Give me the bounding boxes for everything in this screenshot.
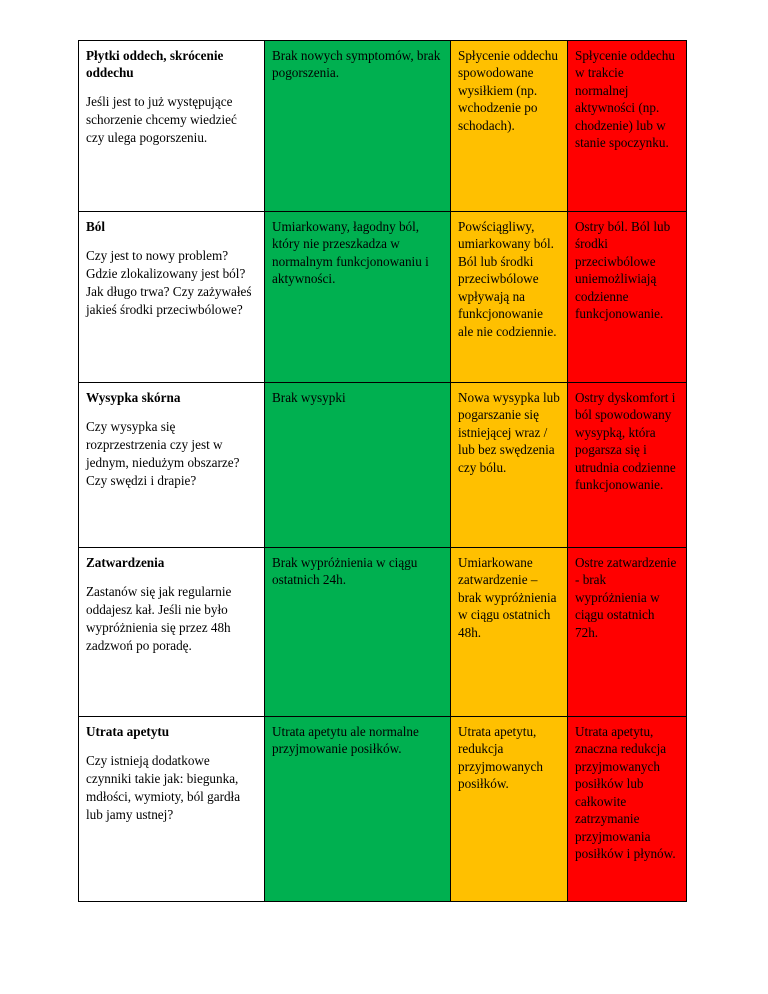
amber-level-cell [451, 212, 568, 383]
amber-level-text: Umiarkowane zatwardzenie – brak wypróżnienia w ciągu ostatnich 48h. [458, 555, 557, 640]
symptom-question-text: Zastanów się jak regularnie oddajesz kał. Jeśli nie było wypróżnienia się przez 48h zadzwoń po poradę. [86, 584, 232, 653]
green-level-text: Utrata apetytu ale normalne przyjmowanie posiłków. [272, 724, 419, 757]
red-level-text: Spłycenie oddechu w trakcie normalnej aktywności (np. chodzenie) lub w stanie spoczynku. [575, 48, 675, 151]
amber-level-text: Spłycenie oddechu spowodowane wysiłkiem (np. wchodzenie po schodach). [458, 48, 558, 133]
symptom-question-cell [79, 717, 265, 902]
red-level-cell [568, 383, 687, 548]
symptom-question-cell [79, 41, 265, 212]
red-level-text: Ostre zatwardzenie - brak wypróżnienia w ciągu ostatnich 72h. [575, 555, 677, 640]
symptom-title: Zatwardzenia [86, 555, 165, 570]
amber-level-text: Powściągliwy, umiarkowany ból. Ból lub środki przeciwbólowe wpływają na funkcjonowanie ale nie codziennie. [458, 219, 557, 339]
symptom-question-text: Czy jest to nowy problem? Gdzie zlokalizowany jest ból? Jak długo trwa? Czy zażywałeś jakieś środki przeciwbólowe? [86, 248, 252, 317]
amber-level-cell [451, 548, 568, 717]
amber-level-text: Utrata apetytu, redukcja przyjmowanych posiłków. [458, 724, 543, 792]
red-level-cell [568, 548, 687, 717]
green-level-text: Umiarkowany, łagodny ból, który nie przeszkadza w normalnym funkcjonowaniu i aktywności. [272, 219, 429, 287]
symptom-title: Wysypka skórna [86, 390, 181, 405]
red-level-cell [568, 41, 687, 212]
amber-level-cell [451, 383, 568, 548]
symptom-title: Utrata apetytu [86, 724, 170, 739]
green-level-cell [265, 41, 451, 212]
red-level-text: Utrata apetytu, znaczna redukcja przyjmowanych posiłków lub całkowite zatrzymanie przyjmowania posiłków i płynów. [575, 724, 676, 861]
triage-table-container [78, 40, 686, 902]
red-level-cell [568, 212, 687, 383]
green-level-cell [265, 717, 451, 902]
green-level-cell [265, 212, 451, 383]
table-row [79, 41, 687, 212]
symptom-question-cell [79, 548, 265, 717]
green-level-text: Brak nowych symptomów, brak pogorszenia. [272, 48, 441, 81]
green-level-cell [265, 548, 451, 717]
green-level-text: Brak wysypki [272, 390, 346, 405]
symptom-title: Płytki oddech, skrócenie oddechu [86, 48, 224, 81]
table-row [79, 548, 687, 717]
amber-level-cell [451, 717, 568, 902]
green-level-cell [265, 383, 451, 548]
table-row [79, 212, 687, 383]
symptom-triage-table [78, 40, 687, 902]
red-level-cell [568, 717, 687, 902]
symptom-question-text: Czy istnieją dodatkowe czynniki takie jak: biegunka, mdłości, wymioty, ból gardła lub jamy ustnej? [86, 753, 241, 822]
table-row [79, 717, 687, 902]
symptom-title: Ból [86, 219, 106, 234]
symptom-question-cell [79, 212, 265, 383]
symptom-question-cell [79, 383, 265, 548]
symptom-question-text: Czy wysypka się rozprzestrzenia czy jest w jednym, niedużym obszarze? Czy swędzi i drapie? [86, 419, 240, 488]
amber-level-cell [451, 41, 568, 212]
red-level-text: Ostry dyskomfort i ból spowodowany wysypką, która pogarsza się i utrudnia codzienne funkcjonowanie. [575, 390, 676, 493]
symptom-question-text: Jeśli jest to już występujące schorzenie chcemy wiedzieć czy ulega pogorszeniu. [86, 94, 237, 145]
table-row [79, 383, 687, 548]
green-level-text: Brak wypróżnienia w ciągu ostatnich 24h. [272, 555, 418, 588]
red-level-text: Ostry ból. Ból lub środki przeciwbólowe uniemożliwiają codzienne funkcjonowanie. [575, 219, 671, 322]
amber-level-text: Nowa wysypka lub pogarszanie się istniejącej wraz / lub bez swędzenia czy bólu. [458, 390, 560, 475]
